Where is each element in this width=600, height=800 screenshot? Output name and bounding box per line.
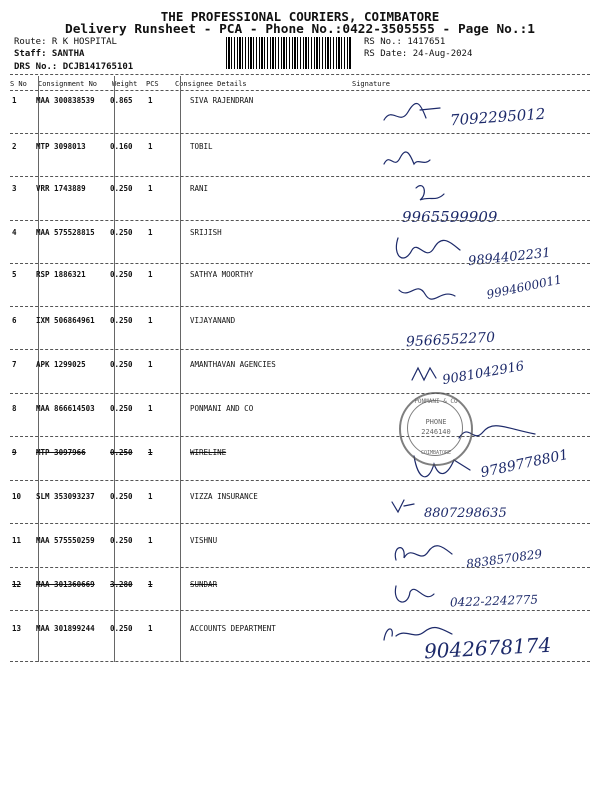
- table-row: [0, 96, 600, 138]
- row-weight: 3.280: [110, 580, 133, 589]
- row-weight: 0.250: [110, 624, 133, 633]
- signature-scribble: [388, 494, 428, 518]
- row-signature-phone: 0422-2242775: [449, 592, 539, 610]
- row-weight: 0.160: [110, 142, 133, 151]
- row-consignee: AMANTHAVAN AGENCIES: [190, 360, 276, 369]
- row-separator: [10, 523, 590, 524]
- row-weight: 0.250: [110, 228, 133, 237]
- row-consignee: PONMANI AND CO: [190, 404, 254, 413]
- row-consignee: VIJAYANAND: [190, 316, 236, 325]
- row-consignment: SLM 353093237: [36, 492, 95, 501]
- row-weight: 0.250: [110, 316, 133, 325]
- table-row: [0, 624, 600, 666]
- table-row: [0, 580, 600, 622]
- stamp-name: PONMANI & CO: [414, 398, 458, 405]
- row-signature-phone: 9566552270: [405, 329, 496, 351]
- row-signature-phone: 9081042916: [441, 358, 526, 389]
- signature-scribble: [380, 622, 460, 646]
- row-weight: 0.250: [110, 404, 133, 413]
- table-row: [0, 360, 600, 402]
- company-stamp: [399, 392, 473, 466]
- signature-scribble: [390, 580, 440, 610]
- row-signature-phone: 9042678174: [423, 632, 552, 664]
- row-consignment: MAA 301899244: [36, 624, 95, 633]
- signature-scribble: [380, 150, 440, 174]
- stamp-line1: PHONE: [425, 418, 447, 426]
- runsheet-subtitle: Delivery Runsheet - PCA - Phone No.:0422-3505555 - Page No.:1: [65, 22, 535, 37]
- row-sno: 13: [12, 624, 22, 633]
- row-sno: 12: [12, 580, 22, 589]
- signature-scribble: [390, 540, 460, 570]
- col-header-sno: S No: [10, 80, 27, 88]
- row-consignee: WIRELINE: [190, 448, 227, 457]
- row-pcs: 1: [148, 96, 153, 105]
- route-label: Route: R K HOSPITAL: [14, 37, 117, 47]
- row-consignment: APK 1299025: [36, 360, 86, 369]
- row-consignee: ACCOUNTS DEPARTMENT: [190, 624, 276, 633]
- row-consignee: SUNDAR: [190, 580, 218, 589]
- col-header-consignee: Consignee Details: [175, 80, 247, 88]
- table-row: [0, 536, 600, 578]
- row-signature-phone: 7092295012: [449, 104, 546, 130]
- row-pcs: 1: [148, 624, 153, 633]
- row-sno: 2: [12, 142, 17, 151]
- row-sno: 5: [12, 270, 17, 279]
- row-separator: [10, 480, 590, 481]
- row-consignment: MTP 3097966: [36, 448, 86, 457]
- table-row: [0, 316, 600, 358]
- row-weight: 0.250: [110, 448, 133, 457]
- stamp-city: COIMBATORE: [420, 450, 452, 456]
- row-pcs: 1: [148, 270, 153, 279]
- row-separator: [10, 220, 590, 221]
- row-sno: 9: [12, 448, 17, 457]
- header-top-rule: [10, 74, 590, 75]
- row-consignee: TOBIL: [190, 142, 213, 151]
- signature-scribble: [408, 362, 448, 386]
- row-sno: 7: [12, 360, 17, 369]
- header-bottom-rule: [10, 90, 590, 91]
- signature-scribble: [380, 96, 460, 136]
- row-sno: 4: [12, 228, 17, 237]
- row-sno: 8: [12, 404, 17, 413]
- row-sno: 3: [12, 184, 17, 193]
- row-consignee: SRIJISH: [190, 228, 222, 237]
- row-separator: [10, 133, 590, 134]
- row-weight: 0.250: [110, 492, 133, 501]
- company-title: THE PROFESSIONAL COURIERS, COIMBATORE: [160, 9, 440, 24]
- col-header-pcs: PCS: [146, 80, 159, 88]
- row-separator: [10, 176, 590, 177]
- table-row: [0, 448, 600, 490]
- row-pcs: 1: [148, 142, 153, 151]
- row-consignee: RANI: [190, 184, 209, 193]
- row-weight: 0.250: [110, 270, 133, 279]
- row-weight: 0.250: [110, 360, 133, 369]
- row-pcs: 1: [148, 448, 153, 457]
- row-separator: [10, 306, 590, 307]
- signature-scribble: [390, 232, 470, 272]
- row-consignment: MTP 3098013: [36, 142, 86, 151]
- row-sno: 1: [12, 96, 17, 105]
- row-separator: [10, 610, 590, 611]
- row-separator: [10, 349, 590, 350]
- row-consignment: VRR 1743889: [36, 184, 86, 193]
- row-consignee: VIZZA INSURANCE: [190, 492, 258, 501]
- row-consignee: VISHNU: [190, 536, 218, 545]
- row-consignment: IXM 506864961: [36, 316, 95, 325]
- row-consignee: SATHYA MOORTHY: [190, 270, 254, 279]
- row-pcs: 1: [148, 404, 153, 413]
- signature-scribble: [395, 280, 475, 308]
- row-consignment: MAA 575528815: [36, 228, 95, 237]
- table-row: [0, 142, 600, 184]
- row-consignment: RSP 1886321: [36, 270, 86, 279]
- row-sno: 11: [12, 536, 22, 545]
- rs-number: RS No.: 1417651: [364, 37, 446, 47]
- row-signature-phone: 8838570829: [465, 546, 543, 572]
- row-separator: [10, 567, 590, 568]
- table-bottom-rule: [10, 661, 590, 662]
- row-separator: [10, 263, 590, 264]
- row-signature-phone: 9789778801: [479, 446, 570, 482]
- signature-scribble: [410, 180, 470, 210]
- row-pcs: 1: [148, 316, 153, 325]
- row-weight: 0.250: [110, 536, 133, 545]
- row-separator: [10, 393, 590, 394]
- rs-date: RS Date: 24-Aug-2024: [364, 49, 473, 59]
- staff-label: Staff: SANTHA: [14, 49, 85, 59]
- row-consignment: MAA 575550259: [36, 536, 95, 545]
- row-weight: 0.865: [110, 96, 133, 105]
- stamp-line2: 2246140: [421, 428, 451, 436]
- row-pcs: 1: [148, 228, 153, 237]
- barcode: [226, 37, 352, 69]
- row-consignment: MAA 301360669: [36, 580, 95, 589]
- row-sno: 6: [12, 316, 17, 325]
- row-sno: 10: [12, 492, 22, 501]
- row-pcs: 1: [148, 184, 153, 193]
- drs-number: DRS No.: DCJB141765101: [14, 62, 134, 72]
- table-row: [0, 492, 600, 534]
- col-header-consignment: Consignment No: [38, 80, 98, 88]
- row-pcs: 1: [148, 360, 153, 369]
- row-consignee: SIVA RAJENDRAN: [190, 96, 254, 105]
- row-signature-phone: 8807298635: [424, 506, 507, 521]
- row-consignment: MAA 866614503: [36, 404, 95, 413]
- row-pcs: 1: [148, 536, 153, 545]
- row-pcs: 1: [148, 580, 153, 589]
- row-signature-phone: 9965599909: [402, 208, 498, 226]
- row-consignment: MAA 300838539: [36, 96, 95, 105]
- row-pcs: 1: [148, 492, 153, 501]
- col-header-signature: Signature: [352, 80, 390, 88]
- row-signature-phone: 9894402231: [467, 245, 552, 270]
- row-signature-phone: 9994600011: [485, 272, 563, 302]
- col-header-weight: Weight: [112, 80, 138, 88]
- row-weight: 0.250: [110, 184, 133, 193]
